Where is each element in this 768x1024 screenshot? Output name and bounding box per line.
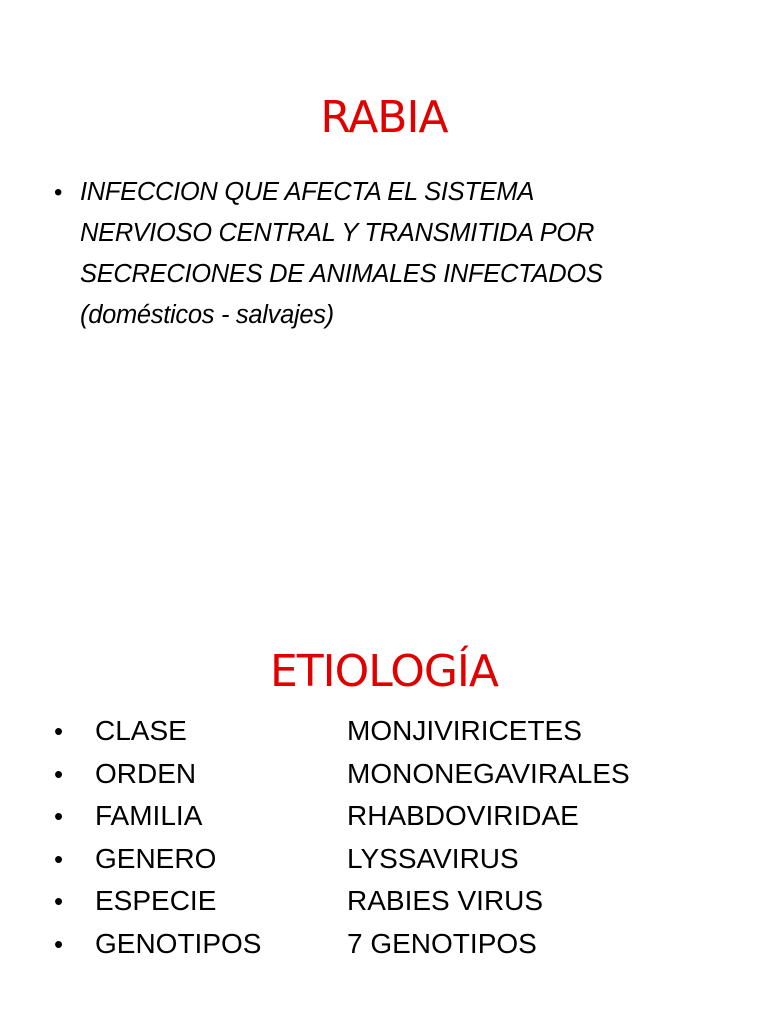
taxonomy-value: LYSSAVIRUS <box>347 842 519 874</box>
definition-line: INFECCION QUE AFECTA EL SISTEMA <box>80 178 535 206</box>
bullet-marker: • <box>54 758 64 789</box>
taxonomy-value: MONJIVIRICETES <box>347 715 582 746</box>
taxonomy-value: RABIES VIRUS <box>347 885 544 917</box>
taxonomy-rank: FAMILIA <box>95 800 203 832</box>
bullet-marker: • <box>54 886 64 917</box>
taxonomy-value: RHABDOVIRIDAE <box>347 800 579 832</box>
taxonomy-row <box>54 710 734 753</box>
slide-etiologia <box>0 512 768 1024</box>
taxonomy-value: MONONEGAVIRALES <box>347 757 630 789</box>
taxonomy-rank: ESPECIE <box>95 885 217 917</box>
bullet-marker: • <box>54 928 64 959</box>
taxonomy-list <box>54 710 734 966</box>
taxonomy-row <box>54 753 734 796</box>
bullet-marker: • <box>54 843 64 874</box>
taxonomy-rank: GENOTIPOS <box>95 927 262 959</box>
taxonomy-value: 7 GENOTIPOS <box>347 927 537 959</box>
definition-line: SECRECIONES DE ANIMALES INFECTADOS <box>80 260 603 288</box>
taxonomy-rank: CLASE <box>95 715 187 746</box>
taxonomy-row <box>54 838 734 881</box>
definition-text <box>80 172 603 336</box>
taxonomy-row <box>54 795 734 838</box>
taxonomy-row <box>54 880 734 923</box>
slide-title: RABIA <box>320 92 448 143</box>
taxonomy-rank: ORDEN <box>95 757 197 789</box>
bullet-marker: • <box>54 179 63 206</box>
slide-title: ETIOLOGÍA <box>269 646 499 697</box>
definition-line: NERVIOSO CENTRAL Y TRANSMITIDA POR <box>80 219 595 247</box>
definition-line: (domésticos - salvajes) <box>80 301 334 329</box>
bullet-marker: • <box>54 801 64 832</box>
definition-bullet <box>54 172 734 336</box>
taxonomy-row <box>54 923 734 966</box>
bullet-marker: • <box>54 716 64 746</box>
taxonomy-rank: GENERO <box>95 842 217 874</box>
